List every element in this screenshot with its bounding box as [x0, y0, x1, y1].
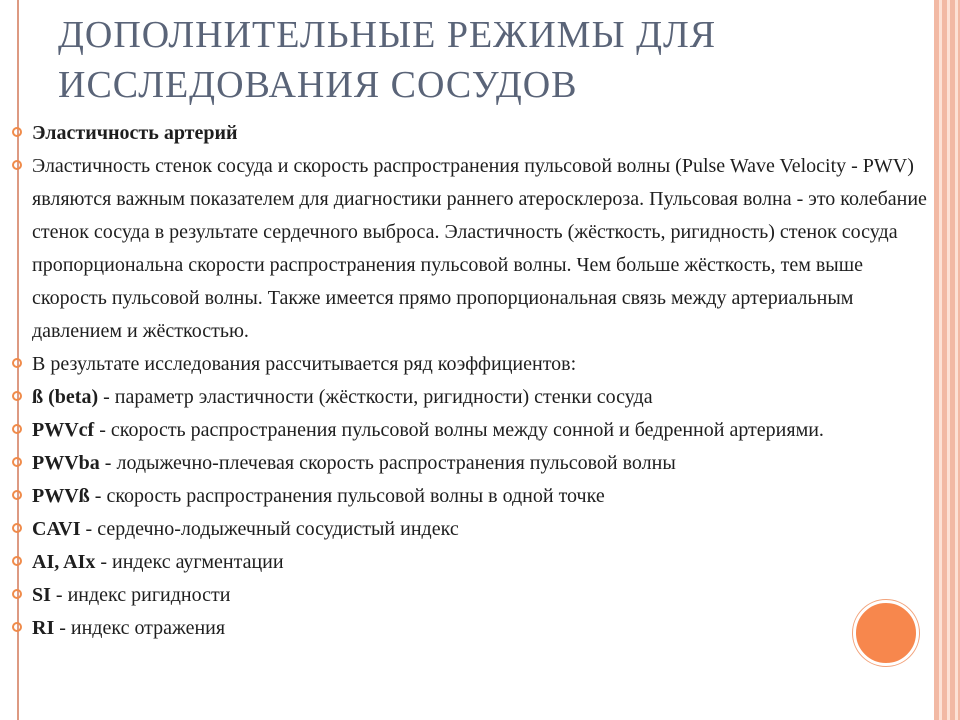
right-decorative-band: [934, 0, 960, 720]
circle-bullet-icon: [12, 589, 22, 599]
coefficient-description: - лодыжечно-плечевая скорость распространения пульсовой волны: [99, 452, 676, 474]
list-item-paragraph: [12, 150, 932, 348]
coefficient-description: - сердечно-лодыжечный сосудистый индекс: [80, 518, 459, 540]
circle-bullet-icon: [12, 127, 22, 137]
bullet-list: [12, 117, 932, 645]
orange-circle-decoration: [853, 600, 919, 666]
circle-bullet-icon: [12, 391, 22, 401]
list-item-coefficient-pwvbeta: [12, 480, 932, 513]
circle-bullet-icon: [12, 490, 22, 500]
coefficient-term: PWVcf: [32, 419, 95, 441]
circle-bullet-icon: [12, 160, 22, 170]
coefficient-description: - параметр эластичности (жёсткости, ригидности) стенки сосуда: [98, 386, 653, 408]
circle-bullet-icon: [12, 622, 22, 632]
list-item-intro: [12, 348, 932, 381]
list-item-coefficient-ai: [12, 546, 932, 579]
coefficient-description: - индекс аугментации: [95, 551, 284, 573]
list-item-coefficient-pwvcf: [12, 414, 932, 447]
circle-bullet-icon: [12, 457, 22, 467]
slide-title-line-1: ДОПОЛНИТЕЛЬНЫЕ РЕЖИМЫ ДЛЯ: [58, 14, 717, 56]
slide-title-line-2: ИССЛЕДОВАНИЯ СОСУДОВ: [58, 64, 578, 106]
intro-text: В результате исследования рассчитывается ряд коэффициентов:: [32, 353, 577, 375]
coefficient-term: RI: [32, 617, 55, 639]
coefficient-term: PWVß: [32, 485, 90, 507]
coefficient-term: SI: [32, 584, 51, 606]
section-heading: Эластичность артерий: [32, 122, 238, 144]
circle-bullet-icon: [12, 424, 22, 434]
list-item-coefficient-beta: [12, 381, 932, 414]
list-item-coefficient-cavi: [12, 513, 932, 546]
circle-bullet-icon: [12, 556, 22, 566]
coefficient-description: - индекс ригидности: [50, 584, 231, 606]
coefficient-term: AI, AIx: [32, 551, 96, 573]
coefficient-term: PWVba: [32, 452, 100, 474]
coefficient-description: - индекс отражения: [54, 617, 226, 639]
coefficient-description: - скорость распространения пульсовой волны между сонной и бедренной артериями.: [94, 419, 824, 441]
list-item-coefficient-pwvba: [12, 447, 932, 480]
list-item-coefficient-si: [12, 579, 932, 612]
coefficient-term: ß (beta): [32, 386, 99, 408]
list-item-heading: [12, 117, 932, 150]
list-item-coefficient-ri: [12, 612, 932, 645]
body-paragraph: Эластичность стенок сосуда и скорость распространения пульсовой волны (Pulse Wave Velocity - PWV) являются важным показателем для диагностики раннего атеросклероза. Пульсовая волна - это колебание стенок сосуда в результате сердечного выброса. Эластичность (жёсткость, ригидность) стенок сосуда пропорциональна скорости распространения пульсовой волны. Чем больше жёсткость, тем выше скорость пульсовой волны. Также имеется прямо пропорциональная связь между артериальным давлением и жёсткостью.: [32, 155, 927, 342]
slide-title: [58, 10, 918, 110]
coefficient-term: CAVI: [32, 518, 81, 540]
coefficient-description: - скорость распространения пульсовой волны в одной точке: [89, 485, 605, 507]
circle-bullet-icon: [12, 523, 22, 533]
circle-bullet-icon: [12, 358, 22, 368]
